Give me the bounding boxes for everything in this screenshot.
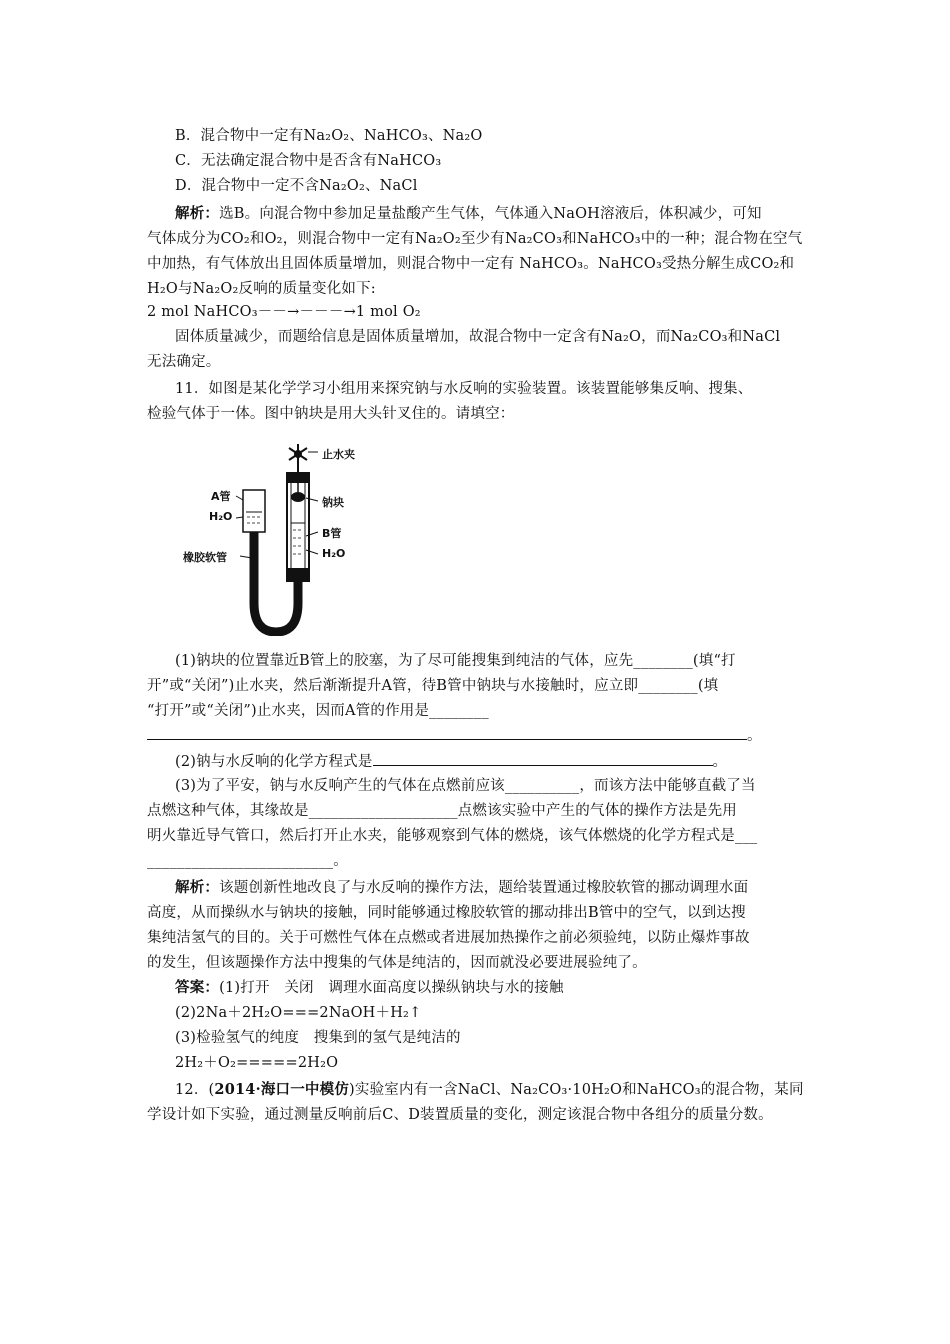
answer-label: 答案：: [175, 979, 220, 996]
analysis-10-line-4: H₂O与Na₂O₂反响的质量变化如下:: [147, 281, 376, 297]
label-b-tube: B管: [322, 527, 342, 540]
analysis-10-line-2: 气体成分为CO₂和O₂，则混合物中一定有Na₂O₂至少有Na₂CO₃和NaHCO₃中的一种；混合物在空气: [147, 231, 803, 247]
question-11-part-2: (2)钠与水反响的化学方程式是 。: [175, 750, 817, 773]
label-hose: 橡胶软管: [183, 551, 227, 564]
question-11-part-3-line-1: (3)为了平安，钠与水反响产生的气体在点燃前应该__________，而该方法中能够直截了当: [175, 778, 756, 794]
question-12-line-1: 12．(2014·海口一中模仿)实验室内有一含NaCl、Na₂CO₃·10H₂O和NaHCO₃的混合物，某同: [175, 1081, 804, 1098]
question-11-part-3-line-2: 点燃这种气体，其缘故是____________________点燃该实验中产生的气体的操作方法是先用: [147, 803, 737, 819]
analysis-11-line-2: 高度，从而操纵水与钠块的接触，同时能够通过橡胶软管的挪动排出B管中的空气，以到达搜: [147, 905, 746, 921]
question-11-line-1: 11．如图是某化学学习小组用来探究钠与水反响的实验装置。该装置能够集反响、搜集、: [175, 381, 753, 397]
question-11-part-3-line-3: 明火靠近导气管口，然后打开止水夹，能够观察到气体的燃烧，该气体燃烧的化学方程式是___: [147, 828, 758, 844]
question-11-part-1-line-2: 开”或“关闭”)止水夹，然后渐渐提升A管，待B管中钠块与水接触时，应立即________(填: [147, 678, 719, 694]
question-11-part-1-line-1: (1)钠块的位置靠近B管上的胶塞，为了尽可能搜集到纯洁的气体，应先________(填“打: [175, 653, 736, 669]
answer-11-line-2: (2)2Na＋2H₂O===2NaOH＋H₂↑: [175, 1005, 422, 1021]
answer-11-line-3: (3)检验氢气的纯度 搜集到的氢气是纯洁的: [175, 1030, 461, 1046]
option-b: B．混合物中一定有Na₂O₂、NaHCO₃、Na₂O: [175, 128, 483, 144]
question-11-part-1-line-3: “打开”或“关闭”)止水夹，因而A管的作用是________: [147, 703, 489, 719]
analysis-10-line-7: 无法确定。: [147, 354, 221, 370]
label-h2o-a: H₂O: [209, 510, 233, 523]
analysis-11-line-4: 的发生，但该题操作方法中搜集的气体是纯洁的，因而就没必要进展验纯了。: [147, 955, 647, 971]
answer-11-line-4: 2H₂＋O₂=====2H₂O: [175, 1055, 339, 1071]
analysis-10-equation: 2 mol NaHCO₃－－→－－－→1 mol O₂: [147, 304, 421, 320]
label-clamp: 止水夹: [322, 448, 355, 461]
answer-blank[interactable]: [147, 724, 747, 740]
analysis-10-line-6: 固体质量减少，而题给信息是固体质量增加，故混合物中一定含有Na₂O，而Na₂CO₃和NaCl: [175, 329, 781, 345]
question-11-part-1-line-4: 。: [147, 724, 817, 747]
answer-blank[interactable]: [373, 750, 713, 766]
option-d: D．混合物中一定不含Na₂O₂、NaCl: [175, 178, 418, 194]
answer-11-line-1: 答案：(1)打开 关闭 调理水面高度以操纵钠块与水的接触: [175, 979, 564, 996]
analysis-10-line-1: 解析：选B。向混合物中参加足量盐酸产生气体，气体通入NaOH溶液后，体积减少，可知: [175, 205, 762, 222]
question-12-line-2: 学设计如下实验，通过测量反响前后C、D装置质量的变化，测定该混合物中各组分的质量分数。: [147, 1107, 773, 1123]
option-c: C．无法确定混合物中是否含有NaHCO₃: [175, 153, 442, 169]
question-11-part-3-line-4: _________________________。: [147, 853, 348, 869]
label-sodium: 钠块: [322, 496, 344, 509]
question-11-line-2: 检验气体于一体。图中钠块是用大头针叉住的。请填空：: [147, 406, 515, 422]
analysis-11-line-3: 集纯洁氢气的目的。关于可燃性气体在点燃或者进展加热操作之前必须验纯，以防止爆炸事故: [147, 930, 750, 946]
analysis-11-line-1: 解析：该题创新性地改良了与水反响的操作方法，题给装置通过橡胶软管的挪动调理水面: [175, 879, 749, 896]
apparatus-figure: [180, 428, 370, 636]
question-source: 2014·海口一中模仿: [214, 1081, 350, 1098]
label-a-tube: A管: [211, 490, 231, 503]
analysis-10-line-3: 中加热，有气体放出且固体质量增加，则混合物中一定有 NaHCO₃。NaHCO₃受热分解生成CO₂和: [147, 256, 795, 272]
label-h2o-b: H₂O: [322, 547, 346, 560]
analysis-label: 解析：: [175, 879, 220, 896]
analysis-label: 解析：: [175, 205, 220, 222]
